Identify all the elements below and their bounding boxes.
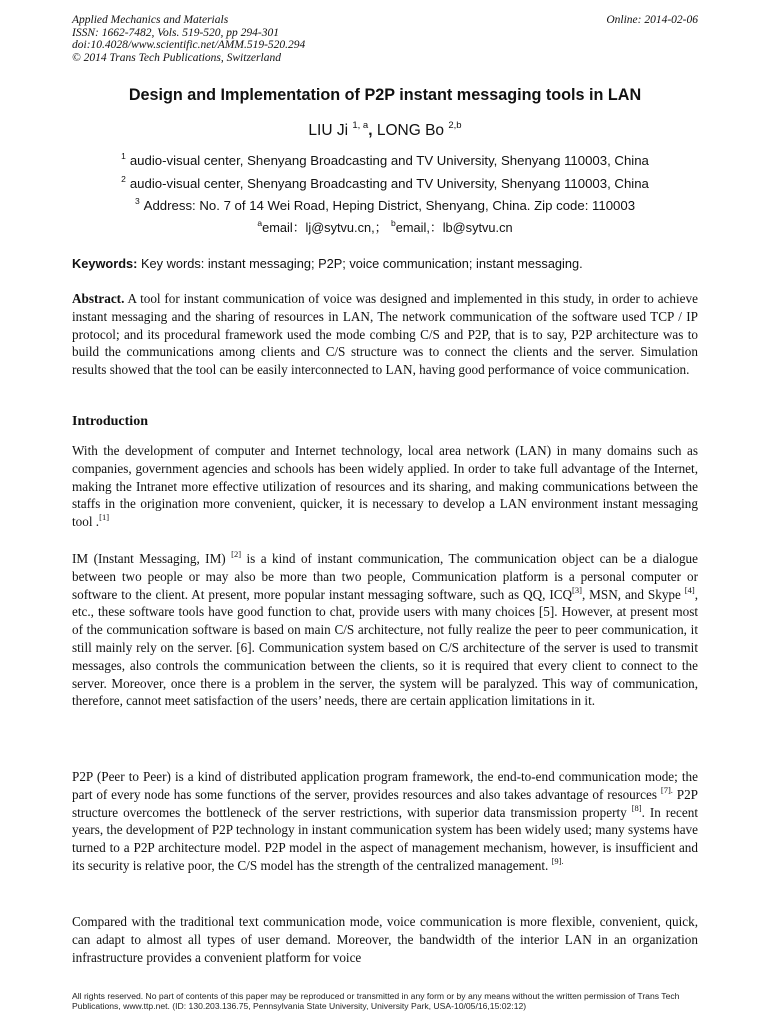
keywords-text: Key words: instant messaging; P2P; voice communication; instant messaging. <box>137 256 583 271</box>
ref-7: [7]. <box>660 784 673 795</box>
introduction-heading: Introduction <box>72 414 148 429</box>
intro-paragraph-4: Compared with the traditional text communication mode, voice communication is more flexible, convenient, quick, can adapt to almost all types of user demand. Moreover, the bandwidth of the interior LAN in an organization infrastructure provides a convenient platform for voice <box>72 914 698 965</box>
ref-3: [3] <box>572 584 582 595</box>
author-1-sup: 1, a <box>352 120 369 131</box>
affiliation-3-text: Address: No. 7 of 14 Wei Road, Heping District, Shenyang, China. Zip code: 110003 <box>143 198 636 213</box>
affiliation-1 <box>72 148 698 169</box>
issn-line: ISSN: 1662-7482, Vols. 519-520, pp 294-301 <box>72 26 279 39</box>
affiliation-2-text: audio-visual center, Shenyang Broadcasting and TV University, Shenyang 110003, China <box>129 176 649 191</box>
paper-title: Design and Implementation of P2P instant messaging tools in LAN <box>128 86 642 104</box>
email-b: email,：lb@sytvu.cn <box>395 220 513 235</box>
email-b-sup: b <box>391 218 396 228</box>
author-1-name: LIU Ji <box>308 122 353 139</box>
email-a-sup: a <box>257 218 263 228</box>
intro-paragraph-1 <box>72 442 698 531</box>
affiliation-3 <box>72 193 698 214</box>
keywords-label: Keywords: <box>72 256 138 271</box>
affiliation-1-text: audio-visual center, Shenyang Broadcasting and TV University, Shenyang 110003, China <box>129 153 649 168</box>
rights-footer: All rights reserved. No part of contents of this paper may be reproduced or transmitted in any form or by any means without the written permission of Trans Tech Publications, www.ttp.net. (ID: 130.203.136.75, Pennsylvania State University, University Park, USA-10/05/16,15:02:12) <box>72 991 680 1011</box>
email-a: email：lj@sytvu.cn,； <box>262 220 388 235</box>
journal-name: Applied Mechanics and Materials <box>72 14 229 26</box>
affiliation-3-num: 3 <box>134 196 140 206</box>
p1-text: With the development of computer and Internet technology, local area network (LAN) in many domains such as companies, government agencies and schools has been widely applied. In order to take full advantage of the Internet, making the Intranet more effective utilization of resources and its sharing, and making communications between the staffs in the origination more convenient, quicker, it is necessary to develop a LAN environment instant messaging tool . <box>72 443 698 530</box>
ref-4: [4] <box>684 584 695 595</box>
p2-text-b: is a kind of instant communication, The communication object can be a dialogue between two people or may also be more than two people, Communication platform is a personal computer or software to the client. At present, more popular instant messaging software, such as QQ, ICQ <box>72 551 698 602</box>
intro-paragraph-2 <box>72 550 698 710</box>
affiliation-1-num: 1 <box>121 151 126 161</box>
ref-1: [1] <box>99 512 110 523</box>
online-date: Online: 2014-02-06 <box>606 14 698 26</box>
ref-2: [2] <box>231 549 242 559</box>
abstract-label: Abstract. <box>72 291 125 306</box>
abstract-paragraph <box>72 290 698 379</box>
journal-header <box>72 14 698 64</box>
p2-text-d: , etc., these software tools have good function to chat, provide users with many choices [5]. However, at present most of the communication software is based on main C/S architecture, not fully realize the peer to peer communication, it still mainly rely on the server. [6]. Communication system based on C/S architecture of the server is used to transmit messages, also controls the communication between the clients, so it is required that every client to connect to the server. Moreover, once there is a problem in the server, the system will be paralyzed. This way of communication, therefore, cannot meet satisfaction of the users’ needs, there are certain application limitations in it. <box>72 586 698 709</box>
p3-text-b: P2P structure overcomes the bottleneck of the server restrictions, with superior data transmission property <box>72 786 699 820</box>
ref-8: [8] <box>631 802 642 813</box>
p3-text-a: P2P (Peer to Peer) is a kind of distributed application program framework, the end-to-end communication mode; the part of every node has some functions of the server, provides resources and also takes advantage of resources <box>72 769 698 802</box>
author-line <box>72 120 698 140</box>
p3-text-c: . In recent years, the development of P2P technology in instant communication system has been widely used; many systems have turned to a P2P architecture model. P2P model in the aspect of management mechanism, however, is insufficient and its security is relative poor, the C/S model has the strength of the centralized management. <box>72 804 698 873</box>
author-2-name: LONG Bo <box>376 122 449 139</box>
affiliation-2-num: 2 <box>121 174 126 184</box>
doi-line: doi:10.4028/www.scientific.net/AMM.519-520.294 <box>72 39 306 51</box>
author-separator: , <box>368 122 377 139</box>
intro-paragraph-3 <box>72 768 698 875</box>
p2-text-c: , MSN, and Skype <box>581 586 685 602</box>
abstract-text: A tool for instant communication of voice was designed and implemented in this study, in order to achieve instant messaging and the sharing of resources in LAN, The network communication of the software used TCP / IP protocol; and its procedural framework used the mode combing C/S and P2P, that is to say, P2P architecture was to build the communications among clients and C/S structure was to connect the clients and the server. Simulation results showed that the tool can be easily interconnected to LAN, having good performance of voice communication. <box>72 291 698 378</box>
author-2-sup: 2,b <box>448 120 462 131</box>
email-line <box>72 217 698 236</box>
keywords-line <box>72 256 698 271</box>
copyright-line: © 2014 Trans Tech Publications, Switzerland <box>72 51 281 64</box>
p2-text-a: IM (Instant Messaging, IM) <box>72 551 232 566</box>
affiliation-2 <box>72 171 698 192</box>
ref-9: [9]. <box>551 855 564 866</box>
